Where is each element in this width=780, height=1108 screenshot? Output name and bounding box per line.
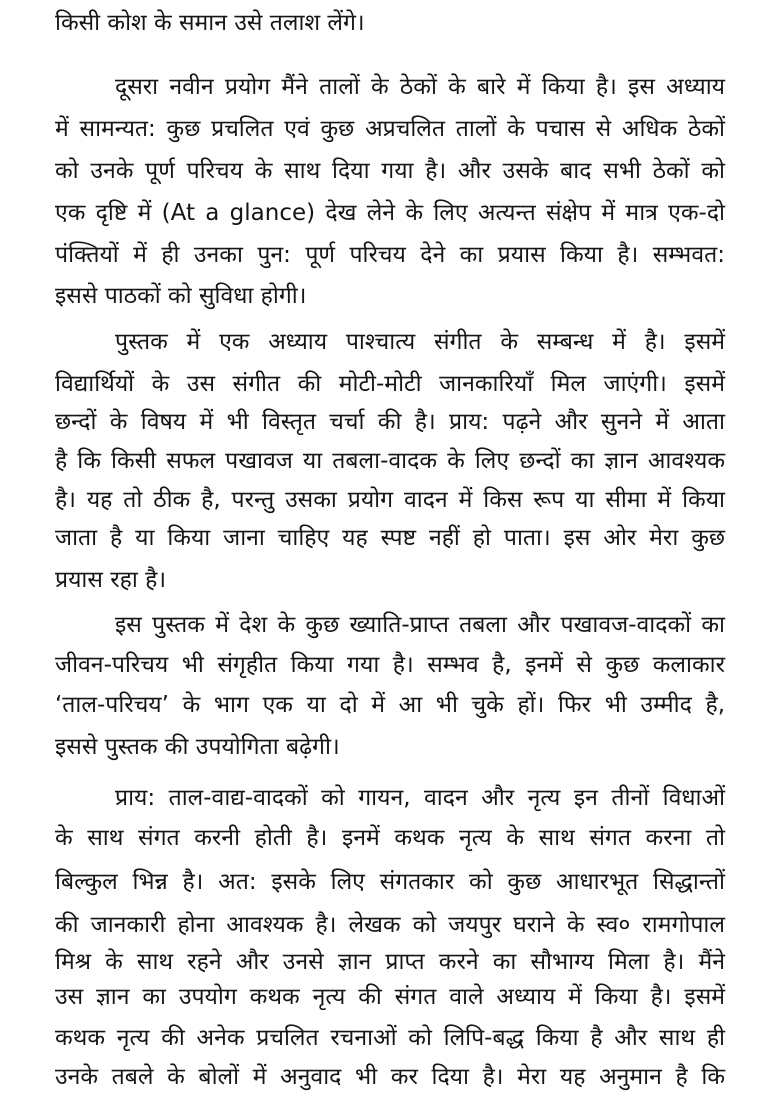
text-line: छन्दों के विषय में भी विस्तृत चर्चा की है। प्राय: पढ़ने और सुनने में आता bbox=[55, 409, 725, 435]
text-line: को उनके पूर्ण परिचय के साथ दिया गया है। और उसके बाद सभी ठेकों को bbox=[55, 158, 725, 184]
text-line: पंक्तियों में ही उनका पुन: पूर्ण परिचय देने का प्रयास किया है। सम्भवत: bbox=[55, 242, 725, 268]
text-line: किसी कोश के समान उसे तलाश लेंगे। bbox=[55, 10, 365, 36]
text-line: इस पुस्तक में देश के कुछ ख्याति-प्राप्त तबला और पखावज-वादकों का bbox=[115, 612, 725, 638]
text-line: है। यह तो ठीक है, परन्तु उसका प्रयोग वादन में किस रूप या सीमा में किया bbox=[55, 487, 725, 513]
text-line: एक दृष्टि में (At a glance) देख लेने के लिए अत्यन्त संक्षेप में मात्र एक-दो bbox=[55, 200, 725, 226]
text-line: के साथ संगत करनी होती है। इनमें कथक नृत्य के साथ संगत करना तो bbox=[55, 825, 725, 851]
text-line: प्राय: ताल-वाद्य-वादकों को गायन, वादन और नृत्य इन तीनों विधाओं bbox=[115, 785, 725, 811]
text-line: कथक नृत्य की अनेक प्रचलित रचनाओं को लिपि-बद्ध किया है और साथ ही bbox=[55, 1025, 725, 1051]
text-line: की जानकारी होना आवश्यक है। लेखक को जयपुर घराने के स्व० रामगोपाल bbox=[55, 912, 725, 938]
text-line: मिश्र के साथ रहने और उनसे ज्ञान प्राप्त करने का सौभाग्य मिला है। मैंने bbox=[55, 949, 725, 975]
text-line: ‘ताल-परिचय’ के भाग एक या दो में आ भी चुके हों। फिर भी उम्मीद है, bbox=[55, 692, 725, 718]
text-line: दूसरा नवीन प्रयोग मैंने तालों के ठेकों के बारे में किया है। इस अध्याय bbox=[115, 74, 725, 100]
text-line: इससे पाठकों को सुविधा होगी। bbox=[55, 283, 307, 309]
text-line: जाता है या किया जाना चाहिए यह स्पष्ट नहीं हो पाता। इस ओर मेरा कुछ bbox=[55, 525, 725, 551]
text-line: विद्यार्थियों के उस संगीत की मोटी-मोटी जानकारियाँ मिल जाएंगी। इसमें bbox=[55, 371, 725, 397]
text-line: पुस्तक में एक अध्याय पाश्चात्य संगीत के सम्बन्ध में है। इसमें bbox=[115, 329, 725, 355]
text-line: है कि किसी सफल पखावज या तबला-वादक के लिए छन्दों का ज्ञान आवश्यक bbox=[55, 448, 725, 474]
text-line: बिल्कुल भिन्न है। अत: इसके लिए संगतकार को कुछ आधारभूत सिद्धान्तों bbox=[55, 869, 725, 895]
text-line: उस ज्ञान का उपयोग कथक नृत्य की संगत वाले अध्याय में किया है। इसमें bbox=[55, 984, 725, 1010]
text-line: प्रयास रहा है। bbox=[55, 567, 167, 593]
text-line: उनके तबले के बोलों में अनुवाद भी कर दिया है। मेरा यह अनुमान है कि bbox=[55, 1064, 725, 1090]
text-line: जीवन-परिचय भी संगृहीत किया गया है। सम्भव है, इनमें से कुछ कलाकार bbox=[55, 652, 725, 678]
text-line: में सामन्यत: कुछ प्रचलित एवं कुछ अप्रचलित तालों के पचास से अधिक ठेकों bbox=[55, 116, 725, 142]
text-line: इससे पुस्तक की उपयोगिता बढ़ेगी। bbox=[55, 734, 340, 760]
